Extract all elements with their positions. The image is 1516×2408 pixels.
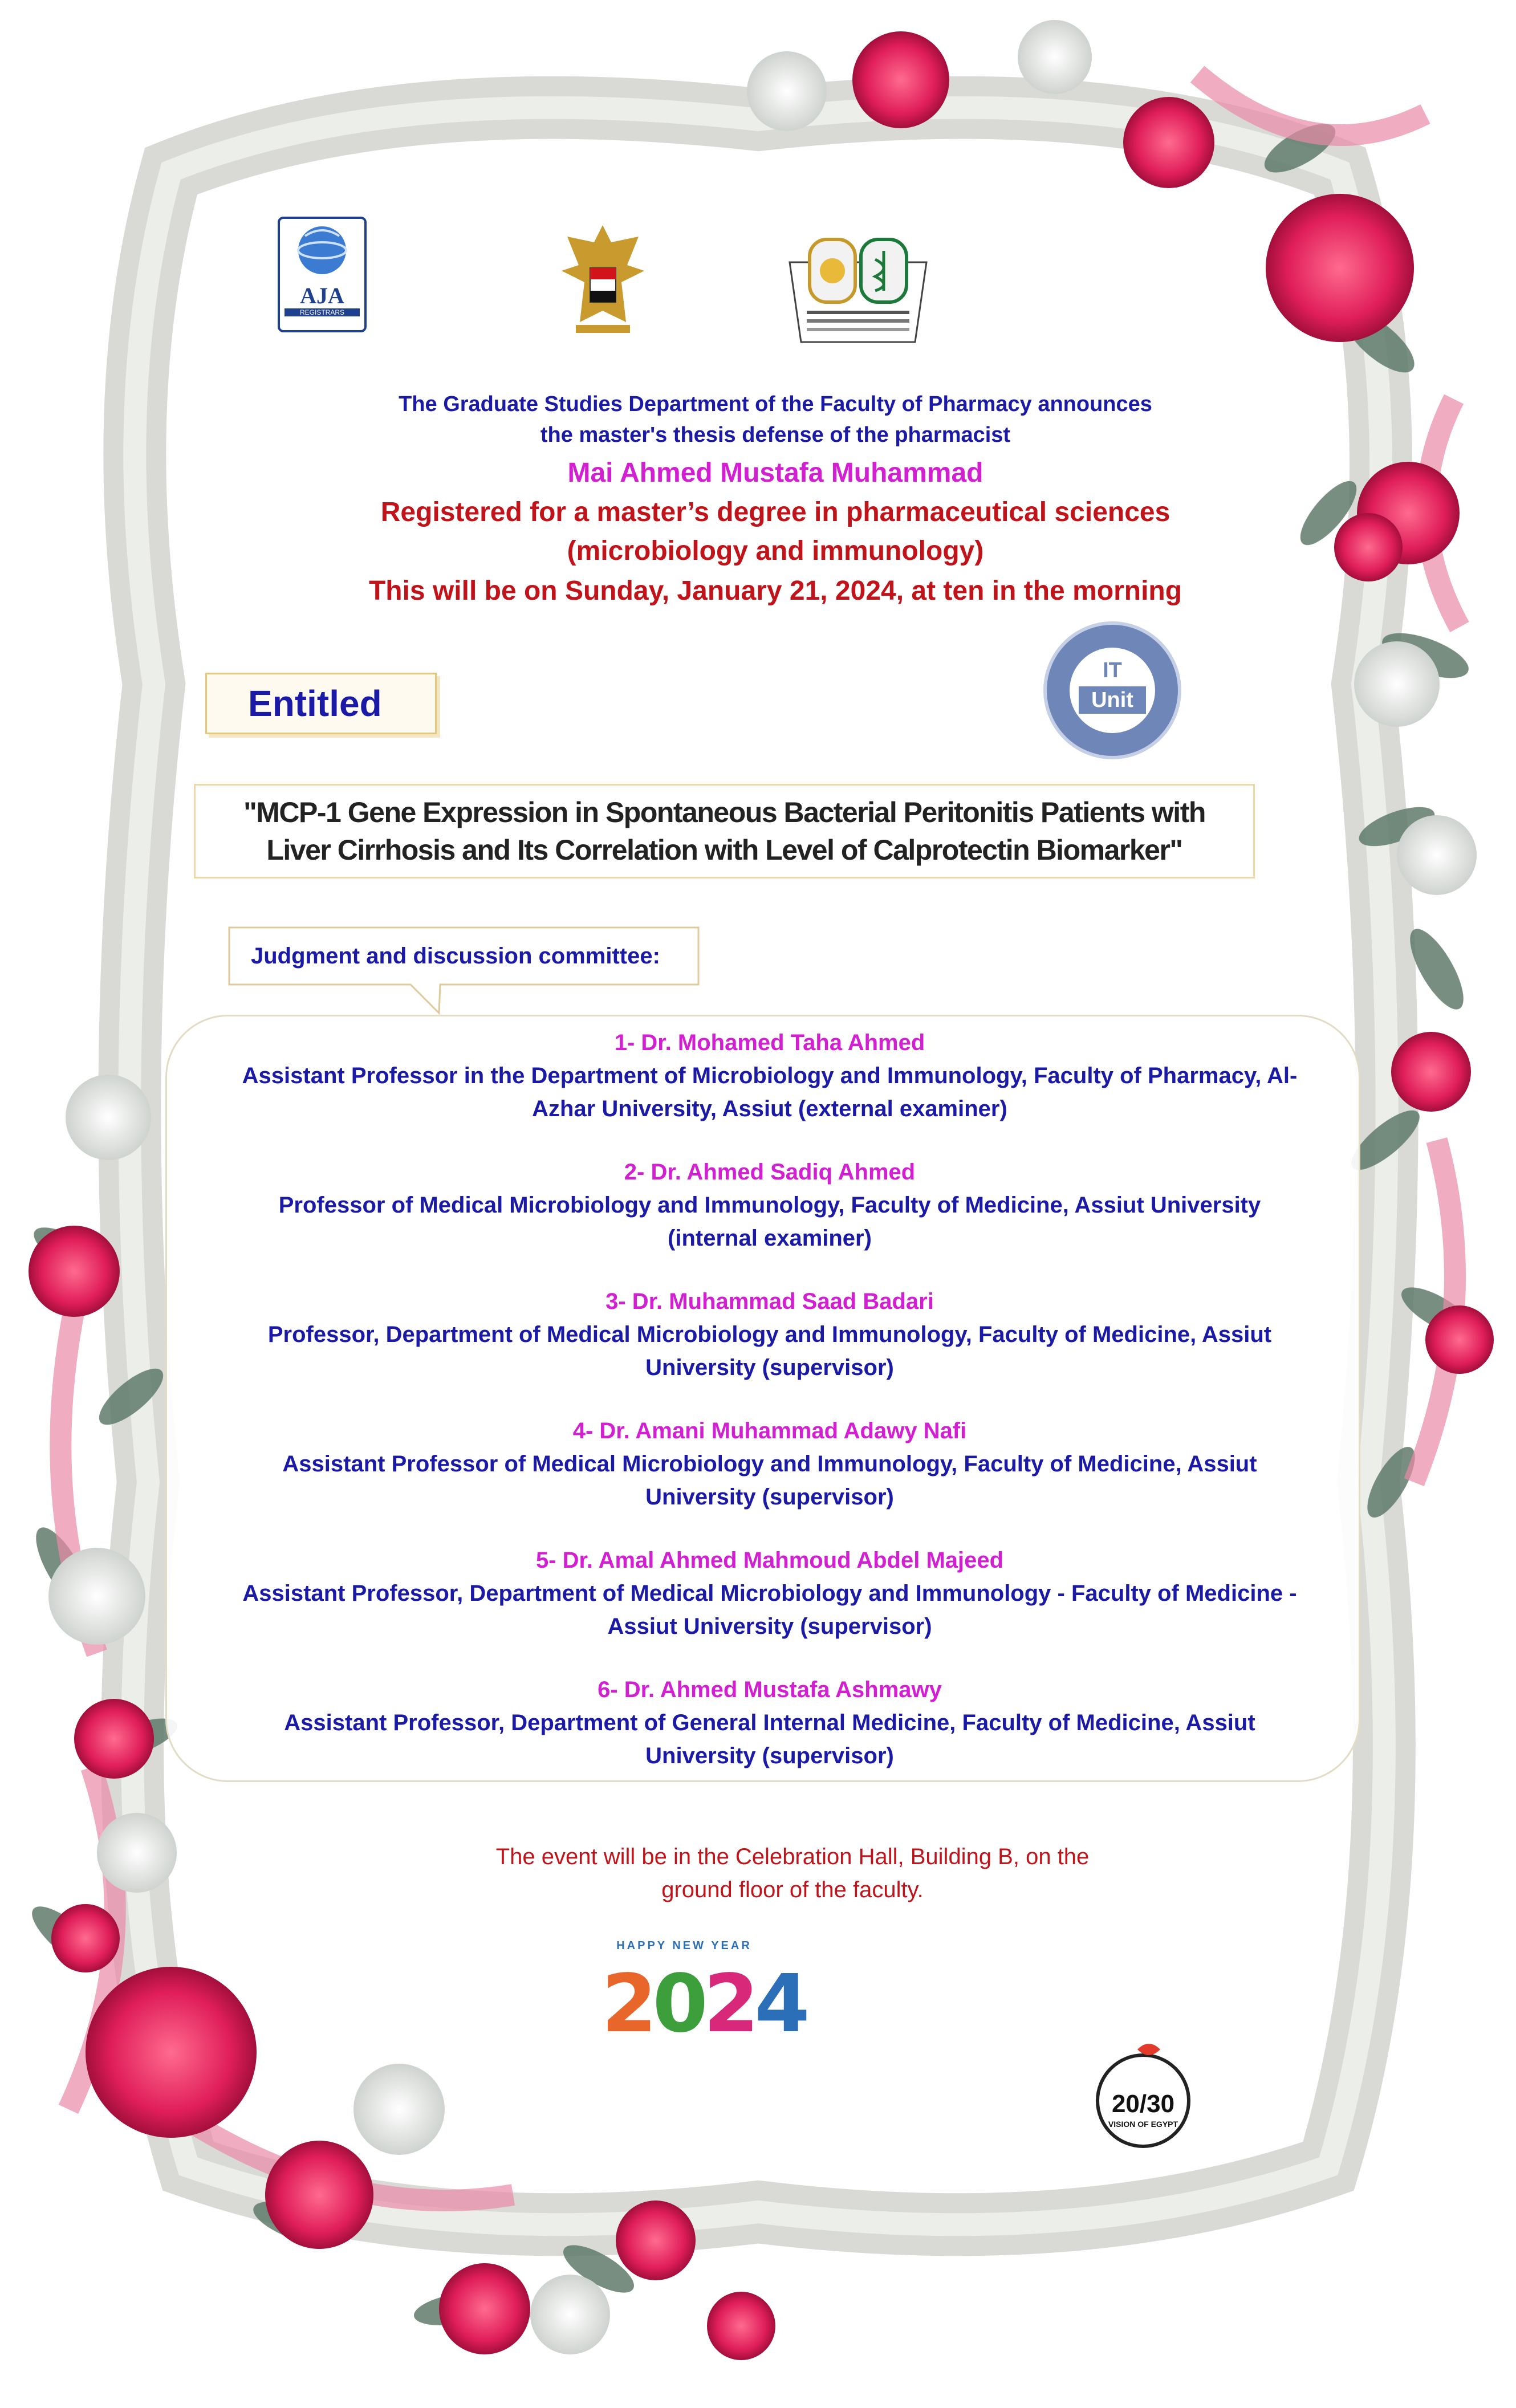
committee-callout-shape bbox=[228, 926, 707, 1018]
degree-line-2: (microbiology and immunology) bbox=[567, 536, 984, 566]
it-unit-logo bbox=[1043, 621, 1181, 759]
member-role-line-2: (internal examiner) bbox=[668, 1226, 872, 1251]
thesis-title-line-2: Liver Cirrhosis and Its Correlation with Level of Calprotectin Biomarker" bbox=[266, 834, 1182, 866]
member-role-line-1: Assistant Professor, Department of Medical Microbiology and Immunology - Faculty of Medicine - bbox=[242, 1581, 1297, 1606]
thesis-title-box bbox=[194, 784, 1255, 878]
defense-date: This will be on Sunday, January 21, 2024, at ten in the morning bbox=[368, 576, 1182, 606]
member-role-line-1: Assistant Professor in the Department of Microbiology and Immunology, Faculty of Pharmacy, Al- bbox=[242, 1063, 1298, 1088]
committee-member-6 bbox=[205, 1673, 1334, 1772]
new-year-logo bbox=[601, 1938, 806, 2058]
committee-label: Judgment and discussion committee: bbox=[251, 943, 660, 969]
member-name: 6- Dr. Ahmed Mustafa Ashmawy bbox=[598, 1677, 942, 1702]
it-unit-label-bottom: Unit bbox=[1079, 686, 1146, 714]
committee-member-2 bbox=[205, 1156, 1334, 1255]
aja-logo-subtext: REGISTRARS bbox=[284, 308, 360, 316]
entitled-banner bbox=[205, 673, 437, 734]
year-digit: 2 bbox=[703, 1958, 755, 2051]
member-role-line-2: University (supervisor) bbox=[645, 1355, 894, 1380]
vision-number: 20/30 bbox=[1111, 2090, 1175, 2118]
eagle-emblem-icon bbox=[559, 219, 647, 336]
venue-line-2: ground floor of the faculty. bbox=[661, 1877, 924, 1902]
member-name: 5- Dr. Amal Ahmed Mahmoud Abdel Majeed bbox=[535, 1548, 1004, 1573]
candidate-name: Mai Ahmed Mustafa Muhammad bbox=[567, 458, 983, 488]
faculty-crest-icon bbox=[784, 228, 932, 351]
aja-logo-text: AJA bbox=[300, 283, 344, 308]
globe-icon bbox=[282, 219, 362, 282]
member-role-line-2: Azhar University, Assiut (external examiner) bbox=[532, 1096, 1007, 1121]
vision-text: VISION OF EGYPT bbox=[1108, 2120, 1178, 2129]
venue-line-1: The event will be in the Celebration Hall, Building B, on the bbox=[495, 1844, 1090, 1869]
year-digit: 2 bbox=[601, 1958, 653, 2051]
announcement-line-1: The Graduate Studies Department of the Faculty of Pharmacy announces bbox=[399, 392, 1152, 416]
announcement-line-2: the master's thesis defense of the pharmacist bbox=[540, 423, 1011, 447]
member-role-line-2: University (supervisor) bbox=[645, 1484, 894, 1510]
committee-member-3 bbox=[205, 1285, 1334, 1384]
year-digit: 4 bbox=[754, 1958, 806, 2051]
committee-member-5 bbox=[205, 1544, 1334, 1643]
member-role-line-1: Assistant Professor of Medical Microbiology and Immunology, Faculty of Medicine, Assiut bbox=[282, 1451, 1257, 1476]
entitled-label: Entitled bbox=[248, 683, 382, 724]
year-digit: 0 bbox=[652, 1958, 704, 2051]
vision-2030-logo bbox=[1086, 2038, 1200, 2152]
committee-box bbox=[165, 1015, 1360, 1782]
it-unit-label-top: IT bbox=[1103, 658, 1122, 682]
member-role-line-1: Professor, Department of Medical Microbiology and Immunology, Faculty of Medicine, Assiut bbox=[267, 1322, 1272, 1347]
new-year-top-text: HAPPY NEW YEAR bbox=[616, 1939, 752, 1952]
member-role-line-2: Assiut University (supervisor) bbox=[607, 1614, 932, 1639]
member-name: 2- Dr. Ahmed Sadiq Ahmed bbox=[624, 1160, 916, 1185]
thesis-title-line-1: "MCP-1 Gene Expression in Spontaneous Bacterial Peritonitis Patients with bbox=[243, 796, 1205, 828]
committee-member-1 bbox=[205, 1026, 1334, 1125]
member-name: 3- Dr. Muhammad Saad Badari bbox=[605, 1289, 934, 1314]
aja-logo bbox=[278, 217, 367, 332]
member-role-line-1: Professor of Medical Microbiology and Immunology, Faculty of Medicine, Assiut University bbox=[278, 1193, 1261, 1218]
committee-member-4 bbox=[205, 1414, 1334, 1514]
member-role-line-1: Assistant Professor, Department of General Internal Medicine, Faculty of Medicine, Assiut bbox=[284, 1710, 1255, 1735]
member-name: 1- Dr. Mohamed Taha Ahmed bbox=[614, 1030, 925, 1055]
degree-line-1: Registered for a master’s degree in pharmaceutical sciences bbox=[380, 497, 1170, 527]
member-name: 4- Dr. Amani Muhammad Adawy Nafi bbox=[572, 1418, 967, 1443]
member-role-line-2: University (supervisor) bbox=[645, 1743, 894, 1768]
